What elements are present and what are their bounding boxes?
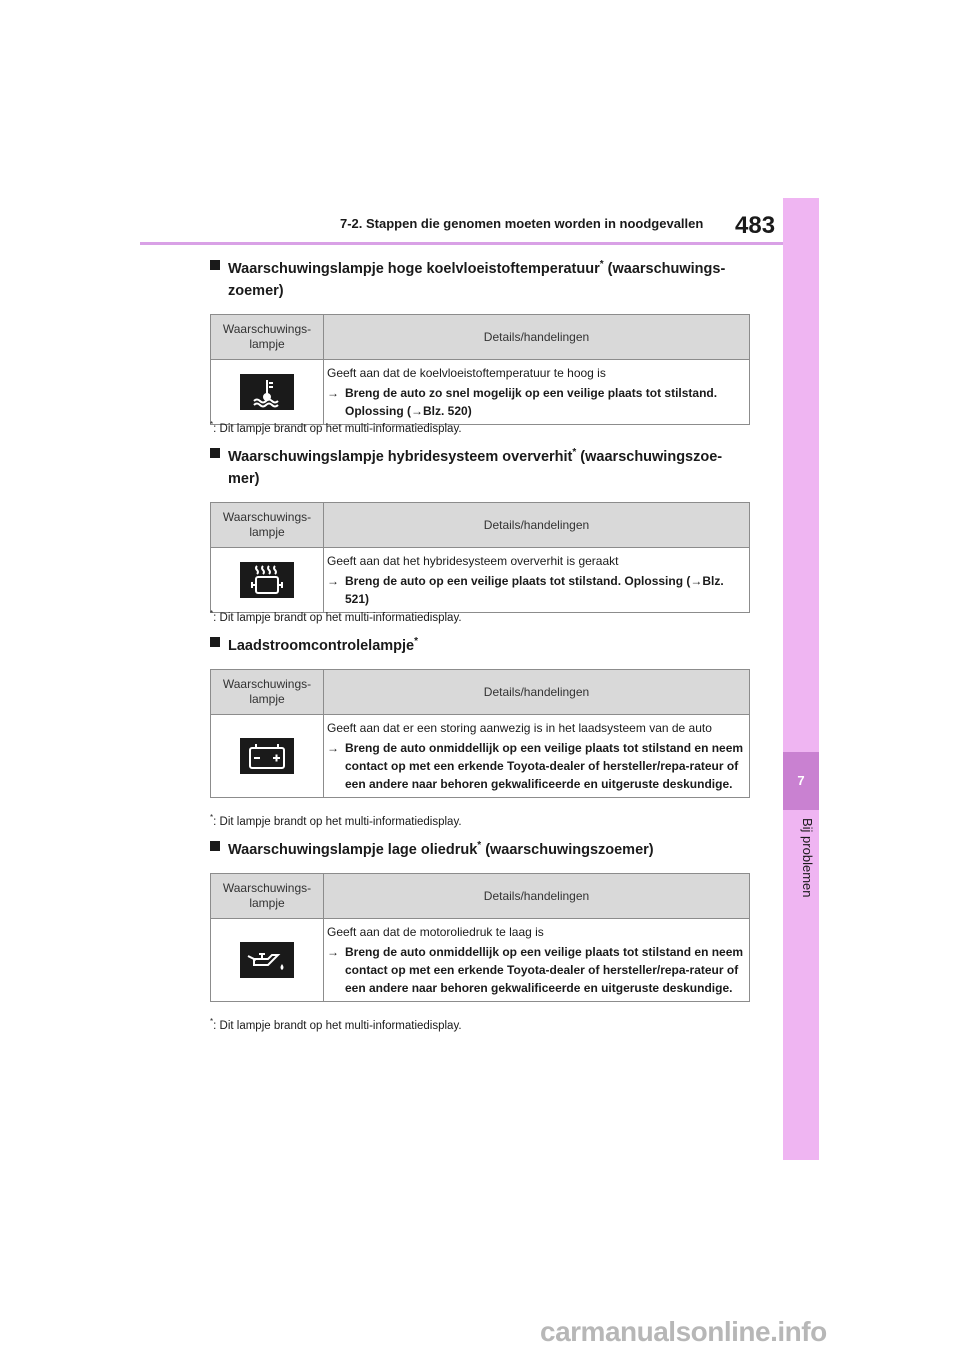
description: Geeft aan dat er een storing aanwezig is in het laadsysteem van de auto [327, 720, 712, 735]
description: Geeft aan dat het hybridesysteem oververhit is geraakt [327, 553, 619, 568]
action-row: → Breng de auto onmiddellijk op een veilige plaats tot stilstand en neem contact op met een erkende Toyota-dealer of hersteller/repa-rateur of een andere naar behoren gekwalificeerde en uitgeruste deskundige. [327, 944, 744, 995]
section-title-cont: mer) [228, 470, 260, 487]
header-rule [140, 242, 783, 245]
footnote: *: Dit lampje brandt op het multi-informatiedisplay. [210, 1017, 462, 1032]
section-title: Laadstroomcontrolelampje* [210, 631, 750, 657]
warning-table [210, 314, 750, 425]
bullet-square [210, 841, 220, 851]
action-text: Breng de auto op een veilige plaats tot stilstand. Oplossing (→Blz. 521) [345, 573, 724, 606]
section-oil-pressure [210, 835, 750, 1002]
page-number: 483 [735, 212, 776, 239]
icon-cell [211, 714, 324, 797]
action-row: → Breng de auto onmiddellijk op een veilige plaats tot stilstand en neem contact op met een erkende Toyota-dealer of hersteller/repa-rateur of een andere naar behoren gekwalificeerde en uitgeruste deskundige. [327, 740, 744, 791]
hybrid-system-overheat-icon [240, 562, 294, 598]
bullet-square [210, 260, 220, 270]
section-hybrid-overheat [210, 442, 750, 613]
side-tab-strip [783, 198, 819, 1160]
side-tab-chapter [783, 752, 819, 810]
action-text: Breng de auto onmiddellijk op een veilige plaats tot stilstand en neem contact op met een erkende Toyota-dealer of hersteller/repa-rateur of een andere naar behoren gekwalificeerde en uitgeruste deskundige. [345, 944, 744, 995]
action-text: Breng de auto zo snel mogelijk op een veilige plaats tot stilstand. Oplossing (→Blz. 520) [345, 385, 718, 418]
warning-table [210, 669, 750, 798]
bullet-square [210, 448, 220, 458]
description: Geeft aan dat de koelvloeistoftemperatuur te hoog is [327, 365, 606, 380]
warning-table [210, 873, 750, 1002]
watermark: carmanualsonline.info [540, 1316, 827, 1347]
warning-table [210, 502, 750, 613]
description: Geeft aan dat de motoroliedruk te laag is [327, 924, 544, 939]
section-title: Waarschuwingslampje hoge koelvloeistoftemperatuur* (waarschuwings- [210, 254, 750, 280]
action-row: → Breng de auto op een veilige plaats tot stilstand. Oplossing (→Blz. 521) [327, 572, 745, 608]
col-header-details: Details/handelingen [324, 502, 750, 547]
section-coolant-warning [210, 254, 750, 425]
section-title: Waarschuwingslampje hybridesysteem oververhit* (waarschuwingszoe- [210, 442, 750, 468]
footnote: *: Dit lampje brandt op het multi-informatiedisplay. [210, 813, 462, 828]
details-cell [324, 359, 750, 424]
col-header-details: Details/handelingen [324, 314, 750, 359]
footnote: *: Dit lampje brandt op het multi-informatiedisplay. [210, 609, 462, 624]
col-header-lamp: Waarschuwings- lampje [211, 873, 324, 918]
icon-cell [211, 918, 324, 1001]
col-header-lamp: Waarschuwings- lampje [211, 314, 324, 359]
side-tab-label: Bij problemen [800, 818, 815, 898]
col-header-details: Details/handelingen [324, 669, 750, 714]
chapter-title: 7-2. Stappen die genomen moeten worden in noodgevallen [340, 216, 704, 231]
oil-pressure-icon [240, 942, 294, 978]
col-header-details: Details/handelingen [324, 873, 750, 918]
action-text: Breng de auto onmiddellijk op een veilige plaats tot stilstand en neem contact op met een erkende Toyota-dealer of hersteller/repa-rateur of een andere naar behoren gekwalificeerde en uitgeruste deskundige. [345, 740, 744, 791]
bullet-square [210, 637, 220, 647]
chapter-number: 7 [797, 773, 805, 788]
icon-cell [211, 359, 324, 424]
col-header-lamp: Waarschuwings- lampje [211, 669, 324, 714]
details-cell [324, 714, 750, 797]
details-cell [324, 918, 750, 1001]
coolant-temperature-icon [240, 374, 294, 410]
section-title-cont: zoemer) [228, 282, 284, 299]
section-title: Waarschuwingslampje lage oliedruk* (waarschuwingszoemer) [210, 835, 750, 861]
action-row: → Breng de auto zo snel mogelijk op een veilige plaats tot stilstand. Oplossing (→Blz. 520) [327, 384, 745, 420]
footnote: *: Dit lampje brandt op het multi-informatiedisplay. [210, 420, 462, 435]
section-charging-warning [210, 631, 750, 798]
col-header-lamp: Waarschuwings- lampje [211, 502, 324, 547]
battery-icon [240, 738, 294, 774]
details-cell [324, 547, 750, 612]
icon-cell [211, 547, 324, 612]
